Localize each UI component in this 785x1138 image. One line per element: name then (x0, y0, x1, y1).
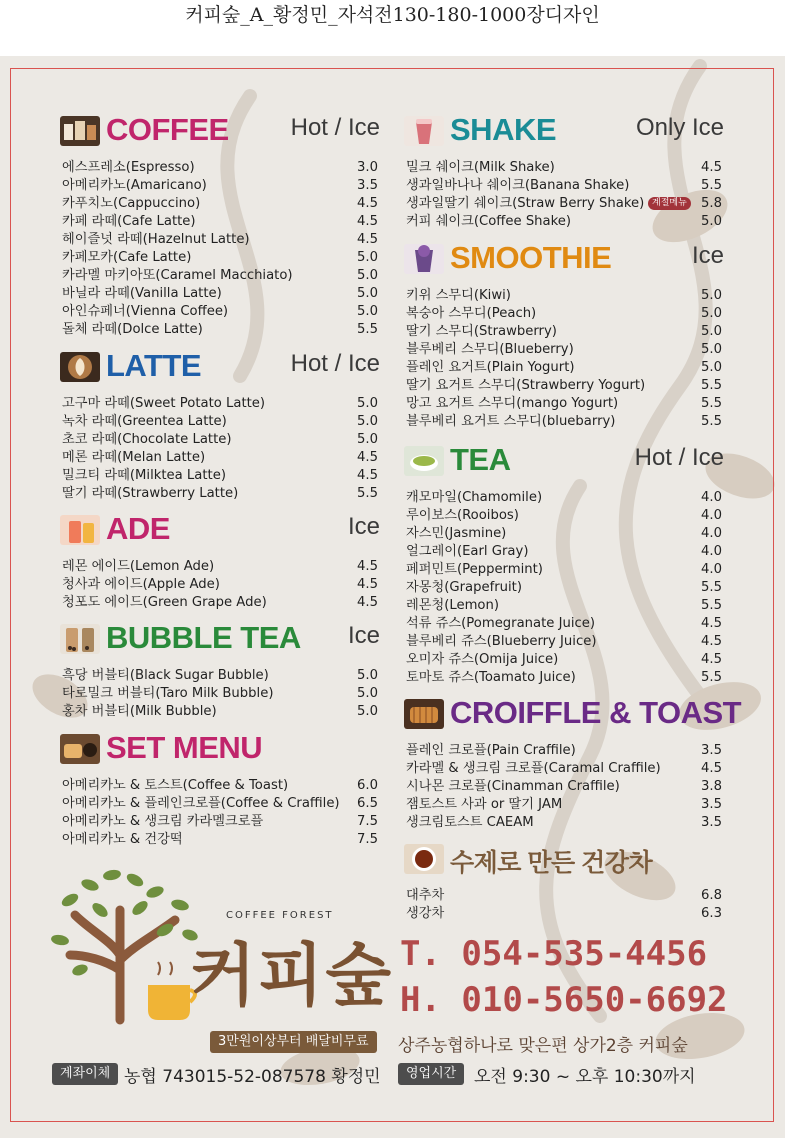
menu-item-name: 카푸치노(Cappuccino) (62, 196, 201, 211)
menu-item-name: 키위 스무디(Kiwi) (406, 288, 511, 303)
menu-item-price: 6.0 (357, 778, 378, 793)
menu-item-price: 4.5 (357, 468, 378, 483)
menu-item (404, 525, 724, 543)
menu-item (404, 507, 724, 525)
menu-item (60, 231, 380, 249)
item-list (60, 395, 380, 503)
menu-item-name: 생크림토스트 CAEAM (406, 815, 534, 830)
health-tea-icon (404, 844, 444, 874)
menu-item-name: 플레인 크로플(Pain Craffile) (406, 743, 576, 758)
menu-item-name: 딸기 스무디(Strawberry) (406, 324, 557, 339)
menu-item (60, 831, 380, 849)
menu-item-name: 청사과 에이드(Apple Ade) (62, 577, 220, 592)
menu-item (60, 321, 380, 339)
menu-item (60, 795, 380, 813)
section-title: SHAKE (450, 112, 557, 147)
menu-item-name: 흑당 버블티(Black Sugar Bubble) (62, 668, 269, 683)
menu-item (60, 177, 380, 195)
menu-item-price: 5.0 (357, 268, 378, 283)
menu-item-name: 초코 라떼(Chocolate Latte) (62, 432, 232, 447)
section-title: CROIFFLE & TOAST (450, 695, 742, 730)
item-list (60, 777, 380, 849)
menu-item (404, 213, 724, 231)
menu-item-price: 5.0 (357, 432, 378, 447)
menu-item-price: 4.5 (357, 196, 378, 211)
menu-item-name: 시나몬 크로플(Cinamman Craffile) (406, 779, 620, 794)
section-title: SET MENU (106, 730, 263, 765)
bubble-tea-icon (60, 624, 100, 654)
menu-item (60, 594, 380, 612)
menu-item-price: 5.5 (701, 414, 722, 429)
menu-item-price: 5.5 (701, 598, 722, 613)
menu-item-price: 5.5 (701, 580, 722, 595)
menu-item-price: 5.0 (357, 414, 378, 429)
shake-cup-icon (404, 116, 444, 146)
coffee-cups-icon (60, 116, 100, 146)
menu-item-price: 4.5 (357, 595, 378, 610)
menu-item-price: 6.3 (701, 906, 722, 921)
menu-item-name: 카라멜 & 생크림 크로플(Caramal Craffile) (406, 761, 661, 776)
menu-item (60, 195, 380, 213)
menu-item (60, 558, 380, 576)
menu-item (404, 377, 724, 395)
menu-item (60, 159, 380, 177)
menu-item-name: 커피 쉐이크(Coffee Shake) (406, 214, 572, 229)
section-header (60, 513, 380, 547)
tea-cup-icon (404, 446, 444, 476)
menu-item-name: 자스민(Jasmine) (406, 526, 507, 541)
menu-item-name: 생과일딸기 쉐이크(Straw Berry Shake) (406, 196, 645, 211)
menu-item (60, 267, 380, 285)
menu-item-name: 아메리카노 & 플레인크로플(Coffee & Craffile) (62, 796, 340, 811)
menu-item-name: 딸기 요거트 스무디(Strawberry Yogurt) (406, 378, 646, 393)
address-text: 상주농협하나로 맞은편 상가2층 커피숲 (398, 1036, 688, 1056)
menu-item-price: 7.5 (357, 814, 378, 829)
section-temperature: Ice (691, 242, 724, 269)
menu-item (60, 413, 380, 431)
menu-item-price: 4.5 (701, 652, 722, 667)
menu-item (60, 777, 380, 795)
item-list (404, 887, 724, 923)
croffle-icon (404, 699, 444, 729)
brand-logo (50, 860, 394, 1030)
menu-item (60, 285, 380, 303)
menu-item-name: 레몬 에이드(Lemon Ade) (62, 559, 215, 574)
menu-item-price: 3.0 (357, 160, 378, 175)
menu-item (60, 667, 380, 685)
menu-item-price: 4.0 (701, 544, 722, 559)
account-text: 농협 743015-52-087578 황정민 (124, 1067, 381, 1087)
menu-item-price: 5.0 (701, 360, 722, 375)
menu-item-name: 밀크티 라떼(Milktea Latte) (62, 468, 226, 483)
menu-item-name: 아메리카노 & 건강떡 (62, 832, 183, 847)
menu-item (404, 887, 724, 905)
section-header (60, 114, 380, 148)
menu-item-price: 3.5 (701, 797, 722, 812)
menu-item-name: 블루베리 요거트 스무디(bluebarry) (406, 414, 616, 429)
menu-item (404, 159, 724, 177)
menu-item-name: 녹차 라떼(Greentea Latte) (62, 414, 227, 429)
menu-item-price: 5.0 (357, 250, 378, 265)
menu-item-name: 오미자 쥬스(Omija Juice) (406, 652, 559, 667)
menu-item-price: 4.5 (357, 232, 378, 247)
menu-item-name: 블루베리 스무디(Blueberry) (406, 342, 574, 357)
menu-item-name: 타로밀크 버블티(Taro Milk Bubble) (62, 686, 274, 701)
menu-item (404, 905, 724, 923)
menu-item (60, 431, 380, 449)
menu-item-price: 5.5 (701, 178, 722, 193)
menu-item-price: 4.5 (701, 634, 722, 649)
menu-item (404, 597, 724, 615)
latte-art-icon (60, 352, 100, 382)
telephone-number: T. 054-535-4456 (400, 934, 708, 974)
menu-item-name: 홍차 버블티(Milk Bubble) (62, 704, 217, 719)
menu-item (404, 579, 724, 597)
menu-item-price: 5.8 (701, 196, 722, 211)
section-header (60, 732, 380, 766)
page-title: 커피숲_A_황정민_자석전130-180-1000장디자인 (185, 4, 600, 26)
menu-item (404, 760, 724, 778)
menu-item (404, 814, 724, 832)
item-list (404, 742, 724, 832)
menu-item-name: 플레인 요거트(Plain Yogurt) (406, 360, 575, 375)
menu-item (404, 742, 724, 760)
menu-item-name: 헤이즐넛 라떼(Hazelnut Latte) (62, 232, 250, 247)
item-list (404, 489, 724, 687)
section-title: TEA (450, 442, 511, 477)
menu-item (404, 543, 724, 561)
account-tag: 계좌이체 (52, 1063, 118, 1085)
menu-item (404, 305, 724, 323)
menu-item (60, 813, 380, 831)
menu-item (60, 485, 380, 503)
menu-item-name: 아메리카노 & 토스트(Coffee & Toast) (62, 778, 289, 793)
menu-item-name: 아메리카노(Amaricano) (62, 178, 207, 193)
section-temperature: Ice (347, 622, 380, 649)
section-temperature: Ice (347, 513, 380, 540)
menu-item-price: 5.0 (701, 288, 722, 303)
menu-item-price: 4.5 (357, 450, 378, 465)
menu-item-name: 페퍼민트(Peppermint) (406, 562, 543, 577)
item-list (60, 667, 380, 721)
menu-item-price: 5.5 (357, 486, 378, 501)
ade-glass-icon (60, 515, 100, 545)
menu-item-price: 3.5 (701, 815, 722, 830)
section-title: ADE (106, 511, 170, 546)
menu-item (60, 303, 380, 321)
menu-item-name: 자몽청(Grapefruit) (406, 580, 522, 595)
menu-item (404, 615, 724, 633)
section-temperature: Hot / Ice (290, 114, 380, 141)
menu-item-name: 망고 요거트 스무디(mango Yogurt) (406, 396, 619, 411)
menu-item (404, 669, 724, 687)
section-header (60, 622, 380, 656)
menu-item-price: 4.0 (701, 562, 722, 577)
section-header (404, 695, 742, 731)
section-header (60, 350, 380, 384)
item-list (404, 287, 724, 431)
menu-item-price: 3.8 (701, 779, 722, 794)
menu-item (60, 449, 380, 467)
section-title: LATTE (106, 348, 202, 383)
menu-item-name: 돌체 라떼(Dolce Latte) (62, 322, 203, 337)
menu-item (60, 249, 380, 267)
menu-item-price: 4.5 (357, 577, 378, 592)
menu-item-name: 블루베리 쥬스(Blueberry Juice) (406, 634, 597, 649)
tree-coffee-logo-icon (50, 860, 200, 1025)
menu-item (60, 576, 380, 594)
section-title: SMOOTHIE (450, 240, 612, 275)
menu-item-price: 5.5 (701, 670, 722, 685)
menu-item-name: 레몬청(Lemon) (406, 598, 500, 613)
menu-item-price: 4.0 (701, 508, 722, 523)
menu-item-name: 잼토스트 사과 or 딸기 JAM (406, 797, 563, 812)
section-title: COFFEE (106, 112, 229, 147)
menu-item-name: 루이보스(Rooibos) (406, 508, 519, 523)
menu-item (404, 778, 724, 796)
menu-item-price: 3.5 (701, 743, 722, 758)
menu-item-name: 생과일바나나 쉐이크(Banana Shake) (406, 178, 630, 193)
menu-item (60, 703, 380, 721)
menu-item-price: 5.5 (357, 322, 378, 337)
section-title: BUBBLE TEA (106, 620, 301, 655)
menu-item (404, 359, 724, 377)
item-list (60, 558, 380, 612)
menu-item-price: 5.0 (701, 214, 722, 229)
menu-item-name: 딸기 라떼(Strawberry Latte) (62, 486, 239, 501)
menu-item (404, 341, 724, 359)
menu-item-price: 5.0 (701, 324, 722, 339)
menu-item-name: 카페모카(Cafe Latte) (62, 250, 192, 265)
menu-item (60, 467, 380, 485)
menu-item-name: 카페 라떼(Cafe Latte) (62, 214, 196, 229)
mobile-number: H. 010-5650-6692 (400, 980, 728, 1020)
menu-item-price: 7.5 (357, 832, 378, 847)
menu-item-price: 4.0 (701, 526, 722, 541)
delivery-tag: 3만원이상부터 배달비무료 (210, 1031, 377, 1053)
menu-item (404, 177, 724, 195)
menu-item-name: 에스프레소(Espresso) (62, 160, 195, 175)
item-list (404, 159, 724, 231)
menu-item-name: 카라멜 마키아또(Caramel Macchiato) (62, 268, 293, 283)
menu-item-name: 아메리카노 & 생크림 카라멜크로플 (62, 814, 264, 829)
menu-item-price: 4.5 (357, 559, 378, 574)
menu-item-price: 4.0 (701, 490, 722, 505)
brand-name: 커피숲 (190, 937, 394, 1016)
menu-item (404, 287, 724, 305)
menu-item-price: 5.0 (701, 342, 722, 357)
menu-item-name: 메론 라떼(Melan Latte) (62, 450, 206, 465)
menu-item-name: 얼그레이(Earl Gray) (406, 544, 529, 559)
section-header (404, 114, 724, 148)
menu-item (404, 796, 724, 814)
menu-item-price: 5.5 (701, 378, 722, 393)
menu-item-price: 3.5 (357, 178, 378, 193)
menu-item (404, 413, 724, 431)
menu-item-name: 생강차 (406, 906, 445, 921)
menu-item-price: 5.5 (701, 396, 722, 411)
menu-item-price: 4.5 (701, 616, 722, 631)
menu-item-name: 토마토 쥬스(Toamato Juice) (406, 670, 576, 685)
menu-item-name: 바닐라 라떼(Vanilla Latte) (62, 286, 222, 301)
menu-item-name: 아인슈페너(Vienna Coffee) (62, 304, 229, 319)
menu-item (404, 323, 724, 341)
menu-item-price: 5.0 (357, 304, 378, 319)
menu-item-name: 고구마 라떼(Sweet Potato Latte) (62, 396, 266, 411)
section-header (404, 242, 724, 276)
toast-set-icon (60, 734, 100, 764)
menu-item (404, 633, 724, 651)
menu-item (404, 395, 724, 413)
menu-item-name: 밀크 쉐이크(Milk Shake) (406, 160, 555, 175)
section-title: 수제로 만든 건강차 (450, 849, 653, 877)
menu-item-price: 5.0 (357, 668, 378, 683)
menu-item (404, 561, 724, 579)
section-temperature: Only Ice (635, 114, 724, 141)
menu-item-price: 4.5 (701, 761, 722, 776)
menu-item-name: 석류 쥬스(Pomegranate Juice) (406, 616, 596, 631)
menu-item-price: 5.0 (357, 704, 378, 719)
menu-item-name: 캐모마일(Chamomile) (406, 490, 543, 505)
menu-item (404, 195, 724, 213)
item-list (60, 159, 380, 339)
seasonal-badge: 계절메뉴 (648, 197, 691, 210)
menu-item (60, 685, 380, 703)
menu-item-price: 5.0 (701, 306, 722, 321)
brand-subtitle: COFFEE FOREST (226, 910, 334, 921)
menu-item-price: 5.0 (357, 286, 378, 301)
menu-item (60, 213, 380, 231)
menu-item-price: 6.5 (357, 796, 378, 811)
menu-item-name: 복숭아 스무디(Peach) (406, 306, 537, 321)
menu-item (404, 489, 724, 507)
menu-item-price: 6.8 (701, 888, 722, 903)
menu-item-price: 4.5 (701, 160, 722, 175)
menu-item (60, 395, 380, 413)
section-temperature: Hot / Ice (290, 350, 380, 377)
smoothie-cup-icon (404, 244, 444, 274)
section-header (404, 842, 724, 876)
section-temperature: Hot / Ice (634, 444, 724, 471)
hours-tag: 영업시간 (398, 1063, 464, 1085)
menu-item-name: 대추차 (406, 888, 445, 903)
menu-item-name: 청포도 에이드(Green Grape Ade) (62, 595, 267, 610)
section-header (404, 444, 724, 478)
menu-item-price: 4.5 (357, 214, 378, 229)
hours-text: 오전 9:30 ~ 오후 10:30까지 (474, 1067, 696, 1087)
menu-item (404, 651, 724, 669)
menu-item-price: 5.0 (357, 686, 378, 701)
menu-item-price: 5.0 (357, 396, 378, 411)
